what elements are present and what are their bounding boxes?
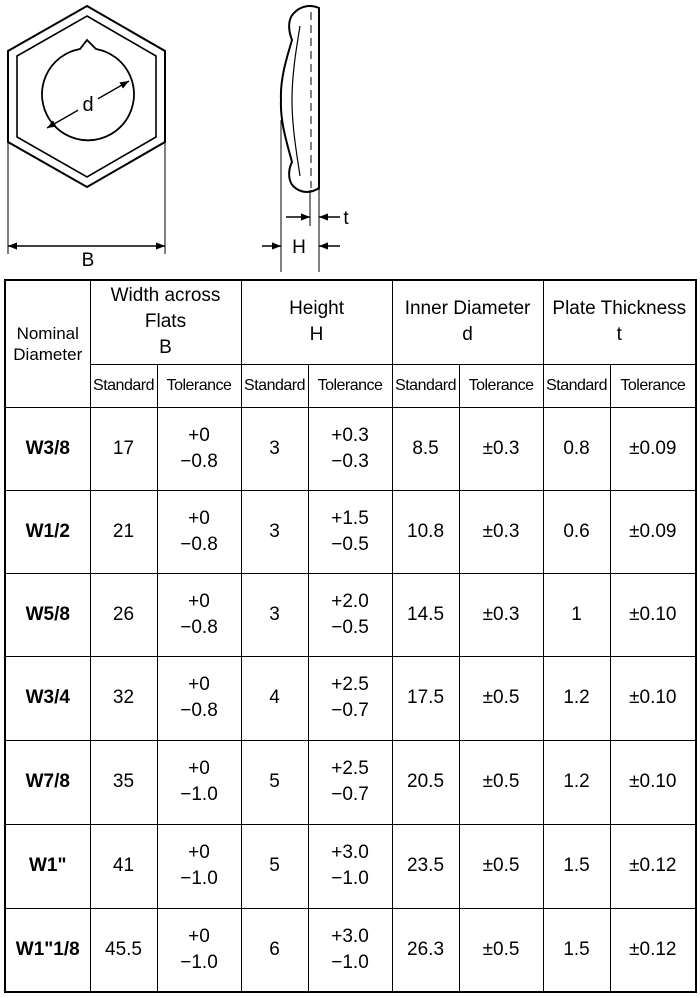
tol-lower: −1.0 xyxy=(180,868,218,889)
d-standard-cell: 17.5 xyxy=(392,656,459,740)
t-tolerance-cell: ±0.10 xyxy=(610,573,696,656)
h-tolerance-cell xyxy=(308,490,392,573)
header-row-groups xyxy=(5,280,696,364)
d-label: d xyxy=(82,94,94,116)
tol-lower: −0.8 xyxy=(180,616,218,638)
b-tolerance-cell xyxy=(157,740,241,824)
t-standard-cell: 1.5 xyxy=(543,908,610,992)
tol-upper: +0 xyxy=(188,842,210,863)
h-standard-cell: 4 xyxy=(241,656,308,740)
tol-lower: −0.5 xyxy=(331,533,369,555)
nominal-diameter-cell: W1" xyxy=(5,824,90,908)
plate-profile xyxy=(281,6,319,192)
b-tolerance-cell xyxy=(157,490,241,573)
group-title: Inner Diameter xyxy=(404,298,531,320)
tol-upper: +0 xyxy=(188,590,210,612)
h-standard-cell: 3 xyxy=(241,573,308,656)
inner-bore xyxy=(42,40,134,140)
sub-header-tolerance: Tolerance xyxy=(308,364,392,407)
b-tolerance-cell xyxy=(157,656,241,740)
nominal-diameter-cell: W1"1/8 xyxy=(5,908,90,992)
b-label: B xyxy=(81,250,95,271)
tol-upper: +0 xyxy=(188,507,210,529)
nominal-header-line2: Diameter xyxy=(13,344,83,364)
header-row-sub xyxy=(5,364,696,407)
d-standard-cell: 8.5 xyxy=(392,407,459,490)
sub-header-standard: Standard xyxy=(543,364,610,407)
d-tolerance-cell: ±0.5 xyxy=(459,656,543,740)
b-tolerance-cell xyxy=(157,824,241,908)
sub-header-tolerance: Tolerance xyxy=(610,364,696,407)
group-title: Plate Thickness xyxy=(552,298,687,320)
sub-header-standard: Standard xyxy=(241,364,308,407)
t-tolerance-cell: ±0.10 xyxy=(610,656,696,740)
h-standard-cell: 3 xyxy=(241,407,308,490)
h-tolerance-cell xyxy=(308,407,392,490)
tol-lower: −1.0 xyxy=(331,868,369,889)
b-standard-cell: 32 xyxy=(90,656,157,740)
t-standard-cell: 1.5 xyxy=(543,824,610,908)
table-row xyxy=(5,824,696,908)
h-tolerance-cell xyxy=(308,740,392,824)
tol-lower: −0.7 xyxy=(331,784,369,805)
nominal-diameter-cell: W5/8 xyxy=(5,573,90,656)
tol-lower: −1.0 xyxy=(180,951,218,973)
tol-upper: +1.5 xyxy=(331,507,369,529)
b-standard-cell: 21 xyxy=(90,490,157,573)
tol-upper: +0 xyxy=(188,758,210,779)
h-tolerance-cell xyxy=(308,908,392,992)
d-tolerance-cell: ±0.3 xyxy=(459,490,543,573)
tol-lower: −0.5 xyxy=(331,616,369,638)
sub-header-standard: Standard xyxy=(392,364,459,407)
tol-lower: −0.8 xyxy=(180,700,218,721)
tol-upper: +2.0 xyxy=(331,590,369,612)
d-standard-cell: 20.5 xyxy=(392,740,459,824)
dimension-table xyxy=(4,279,697,993)
tol-lower: −0.8 xyxy=(180,450,218,472)
table-row xyxy=(5,573,696,656)
tol-upper: +3.0 xyxy=(331,842,369,863)
t-standard-cell: 1.2 xyxy=(543,740,610,824)
t-tolerance-cell: ±0.12 xyxy=(610,824,696,908)
tol-lower: −1.0 xyxy=(331,951,369,973)
nominal-diameter-cell: W3/8 xyxy=(5,407,90,490)
b-standard-cell: 35 xyxy=(90,740,157,824)
tol-upper: +0 xyxy=(188,424,210,446)
tol-upper: +2.5 xyxy=(331,674,369,695)
table-row xyxy=(5,908,696,992)
side-view xyxy=(262,6,349,272)
tol-lower: −0.8 xyxy=(180,533,218,555)
b-tolerance-cell xyxy=(157,407,241,490)
t-standard-cell: 0.6 xyxy=(543,490,610,573)
h-standard-cell: 5 xyxy=(241,824,308,908)
t-standard-cell: 0.8 xyxy=(543,407,610,490)
group-header-inner-diameter xyxy=(392,280,543,364)
group-title: Width across Flats xyxy=(110,285,221,333)
d-standard-cell: 14.5 xyxy=(392,573,459,656)
tol-upper: +2.5 xyxy=(331,758,369,779)
sub-header-tolerance: Tolerance xyxy=(459,364,543,407)
d-tolerance-cell: ±0.5 xyxy=(459,740,543,824)
tol-upper: +0.3 xyxy=(331,424,369,446)
nominal-diameter-cell: W3/4 xyxy=(5,656,90,740)
table-row xyxy=(5,407,696,490)
h-standard-cell: 3 xyxy=(241,490,308,573)
washer-drawing xyxy=(0,0,700,278)
h-tolerance-cell xyxy=(308,824,392,908)
d-standard-cell: 10.8 xyxy=(392,490,459,573)
b-tolerance-cell xyxy=(157,573,241,656)
sub-header-tolerance: Tolerance xyxy=(157,364,241,407)
b-tolerance-cell xyxy=(157,908,241,992)
group-header-width xyxy=(90,280,241,364)
t-tolerance-cell: ±0.10 xyxy=(610,740,696,824)
table-row xyxy=(5,656,696,740)
h-tolerance-cell xyxy=(308,573,392,656)
sub-header-standard: Standard xyxy=(90,364,157,407)
tol-lower: −0.3 xyxy=(331,450,369,472)
group-symbol: d xyxy=(462,324,473,346)
t-tolerance-cell: ±0.09 xyxy=(610,490,696,573)
nominal-diameter-cell: W1/2 xyxy=(5,490,90,573)
h-label: H xyxy=(292,237,306,258)
nominal-diameter-header xyxy=(5,280,90,407)
b-standard-cell: 45.5 xyxy=(90,908,157,992)
b-standard-cell: 41 xyxy=(90,824,157,908)
group-symbol: t xyxy=(616,324,622,346)
tol-lower: −0.7 xyxy=(331,700,369,721)
t-standard-cell: 1 xyxy=(543,573,610,656)
nominal-diameter-cell: W7/8 xyxy=(5,740,90,824)
d-standard-cell: 26.3 xyxy=(392,908,459,992)
tol-lower: −1.0 xyxy=(180,784,218,805)
group-symbol: H xyxy=(309,324,324,346)
d-tolerance-cell: ±0.3 xyxy=(459,573,543,656)
d-tolerance-cell: ±0.5 xyxy=(459,824,543,908)
d-tolerance-cell: ±0.5 xyxy=(459,908,543,992)
group-title: Height xyxy=(289,298,344,320)
table-row xyxy=(5,740,696,824)
t-label: t xyxy=(343,208,349,229)
t-tolerance-cell: ±0.09 xyxy=(610,407,696,490)
d-tolerance-cell: ±0.3 xyxy=(459,407,543,490)
front-view xyxy=(8,6,165,271)
group-header-height xyxy=(241,280,392,364)
d-standard-cell: 23.5 xyxy=(392,824,459,908)
group-header-plate-thickness xyxy=(543,280,696,364)
h-standard-cell: 6 xyxy=(241,908,308,992)
t-tolerance-cell: ±0.12 xyxy=(610,908,696,992)
b-standard-cell: 17 xyxy=(90,407,157,490)
tol-upper: +0 xyxy=(188,925,210,947)
table-row xyxy=(5,490,696,573)
group-symbol: B xyxy=(159,337,172,359)
tol-upper: +3.0 xyxy=(331,925,369,947)
b-standard-cell: 26 xyxy=(90,573,157,656)
h-standard-cell: 5 xyxy=(241,740,308,824)
t-standard-cell: 1.2 xyxy=(543,656,610,740)
h-tolerance-cell xyxy=(308,656,392,740)
nominal-header-line1: Nominal xyxy=(16,323,79,343)
tol-upper: +0 xyxy=(188,674,210,695)
